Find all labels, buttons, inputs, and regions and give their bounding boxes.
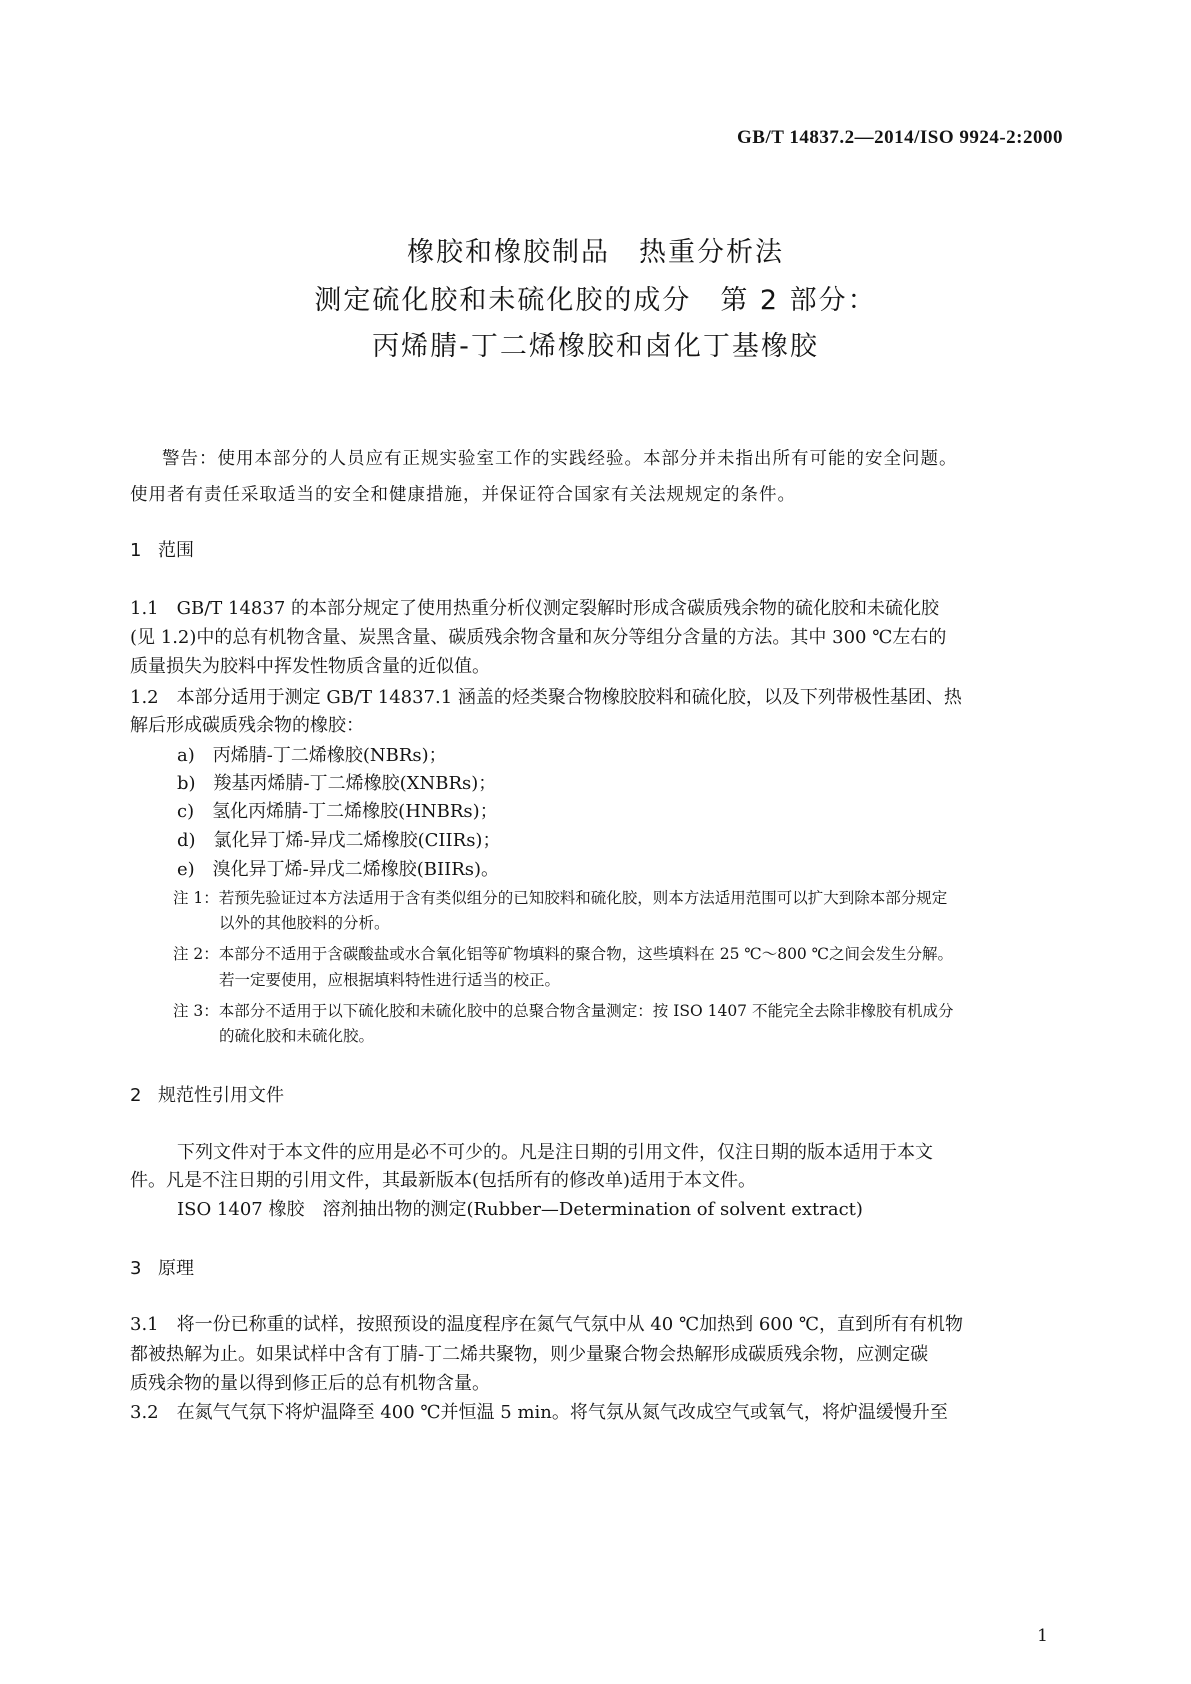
section-1-heading [130,536,1061,562]
list-item: c) 氢化丙烯腈-丁二烯橡胶(HNBRs)； [177,801,498,822]
list-item: a) 丙烯腈-丁二烯橡胶(NBRs)； [177,745,447,766]
list-item: e) 溴化异丁烯-异戊二烯橡胶(BIIRs)。 [177,859,500,880]
list-item: d) 氯化异丁烯-异戊二烯橡胶(CIIRs)； [177,830,501,851]
section-title: 范围 [158,540,194,561]
para-2-line-1: 下列文件对于本文件的应用是必不可少的。凡是注日期的引用文件，仅注日期的版本适用于本文 [177,1142,933,1163]
note-1-line-2: 以外的其他胶料的分析。 [219,914,390,932]
section-title: 规范性引用文件 [158,1085,284,1106]
section-number: 1 [130,540,142,561]
section-number: 2 [130,1085,142,1106]
page-number: 1 [1037,1626,1048,1646]
warning-line-1: 警告：使用本部分的人员应有正规实验室工作的实践经验。本部分并未指出所有可能的安全问题。 [162,449,958,469]
note-2-line-1: 注 2：本部分不适用于含碳酸盐或水合氧化铝等矿物填料的聚合物，这些填料在 25 ℃～800 ℃之间会发生分解。 [173,945,954,963]
para-1-2-line-1: 1.2 本部分适用于测定 GB/T 14837.1 涵盖的烃类聚合物橡胶胶料和硫化胶，以及下列带极性基团、热 [130,687,962,708]
list-item: b) 羧基丙烯腈-丁二烯橡胶(XNBRs)； [177,773,497,794]
section-number: 3 [130,1258,142,1279]
note-3-line-1: 注 3：本部分不适用于以下硫化胶和未硫化胶中的总聚合物含量测定：按 ISO 1407 不能完全去除非橡胶有机成分 [173,1002,954,1020]
para-3-2-line-1: 3.2 在氮气气氛下将炉温降至 400 ℃并恒温 5 min。将气氛从氮气改成空气或氧气，将炉温缓慢升至 [130,1402,948,1423]
para-1-1-line-2: (见 1.2)中的总有机物含量、炭黑含量、碳质残余物含量和灰分等组分含量的方法。其中 300 ℃左右的 [130,627,947,648]
section-title: 原理 [158,1258,194,1279]
para-3-1-line-3: 质残余物的量以得到修正后的总有机物含量。 [130,1373,490,1394]
para-3-1-line-1: 3.1 将一份已称重的试样，按照预设的温度程序在氮气气氛中从 40 ℃加热到 600 ℃，直到所有有机物 [130,1314,964,1335]
para-1-1-line-3: 质量损失为胶料中挥发性物质含量的近似值。 [130,656,490,677]
note-3-line-2: 的硫化胶和未硫化胶。 [219,1027,375,1045]
title-line-2: 测定硫化胶和未硫化胶的成分 第 2 部分： [314,285,877,316]
standard-code: GB/T 14837.2—2014/ISO 9924-2:2000 [737,127,1063,148]
para-3-1-line-2: 都被热解为止。如果试样中含有丁腈-丁二烯共聚物，则少量聚合物会热解形成碳质残余物，应测定碳 [130,1344,929,1365]
note-2-line-2: 若一定要使用，应根据填料特性进行适当的校正。 [219,971,561,989]
warning-line-2: 使用者有责任采取适当的安全和健康措施，并保证符合国家有关法规规定的条件。 [130,485,796,505]
reference-iso-1407: ISO 1407 橡胶 溶剂抽出物的测定(Rubber—Determination of solvent extract) [177,1199,863,1220]
para-1-1-line-1: 1.1 GB/T 14837 的本部分规定了使用热重分析仪测定裂解时形成含碳质残余物的硫化胶和未硫化胶 [130,598,940,619]
title-line-3: 丙烯腈-丁二烯橡胶和卤化丁基橡胶 [372,331,819,362]
para-2-line-2: 件。凡是不注日期的引用文件，其最新版本(包括所有的修改单)适用于本文件。 [130,1170,757,1191]
section-3-heading [130,1254,1061,1280]
para-1-2-line-2: 解后形成碳质残余物的橡胶： [130,715,364,736]
section-2-heading [130,1081,1061,1107]
title-line-1: 橡胶和橡胶制品 热重分析法 [407,237,784,268]
note-1-line-1: 注 1：若预先验证过本方法适用于含有类似组分的已知胶料和硫化胶，则本方法适用范围可以扩大到除本部分规定 [173,889,948,907]
